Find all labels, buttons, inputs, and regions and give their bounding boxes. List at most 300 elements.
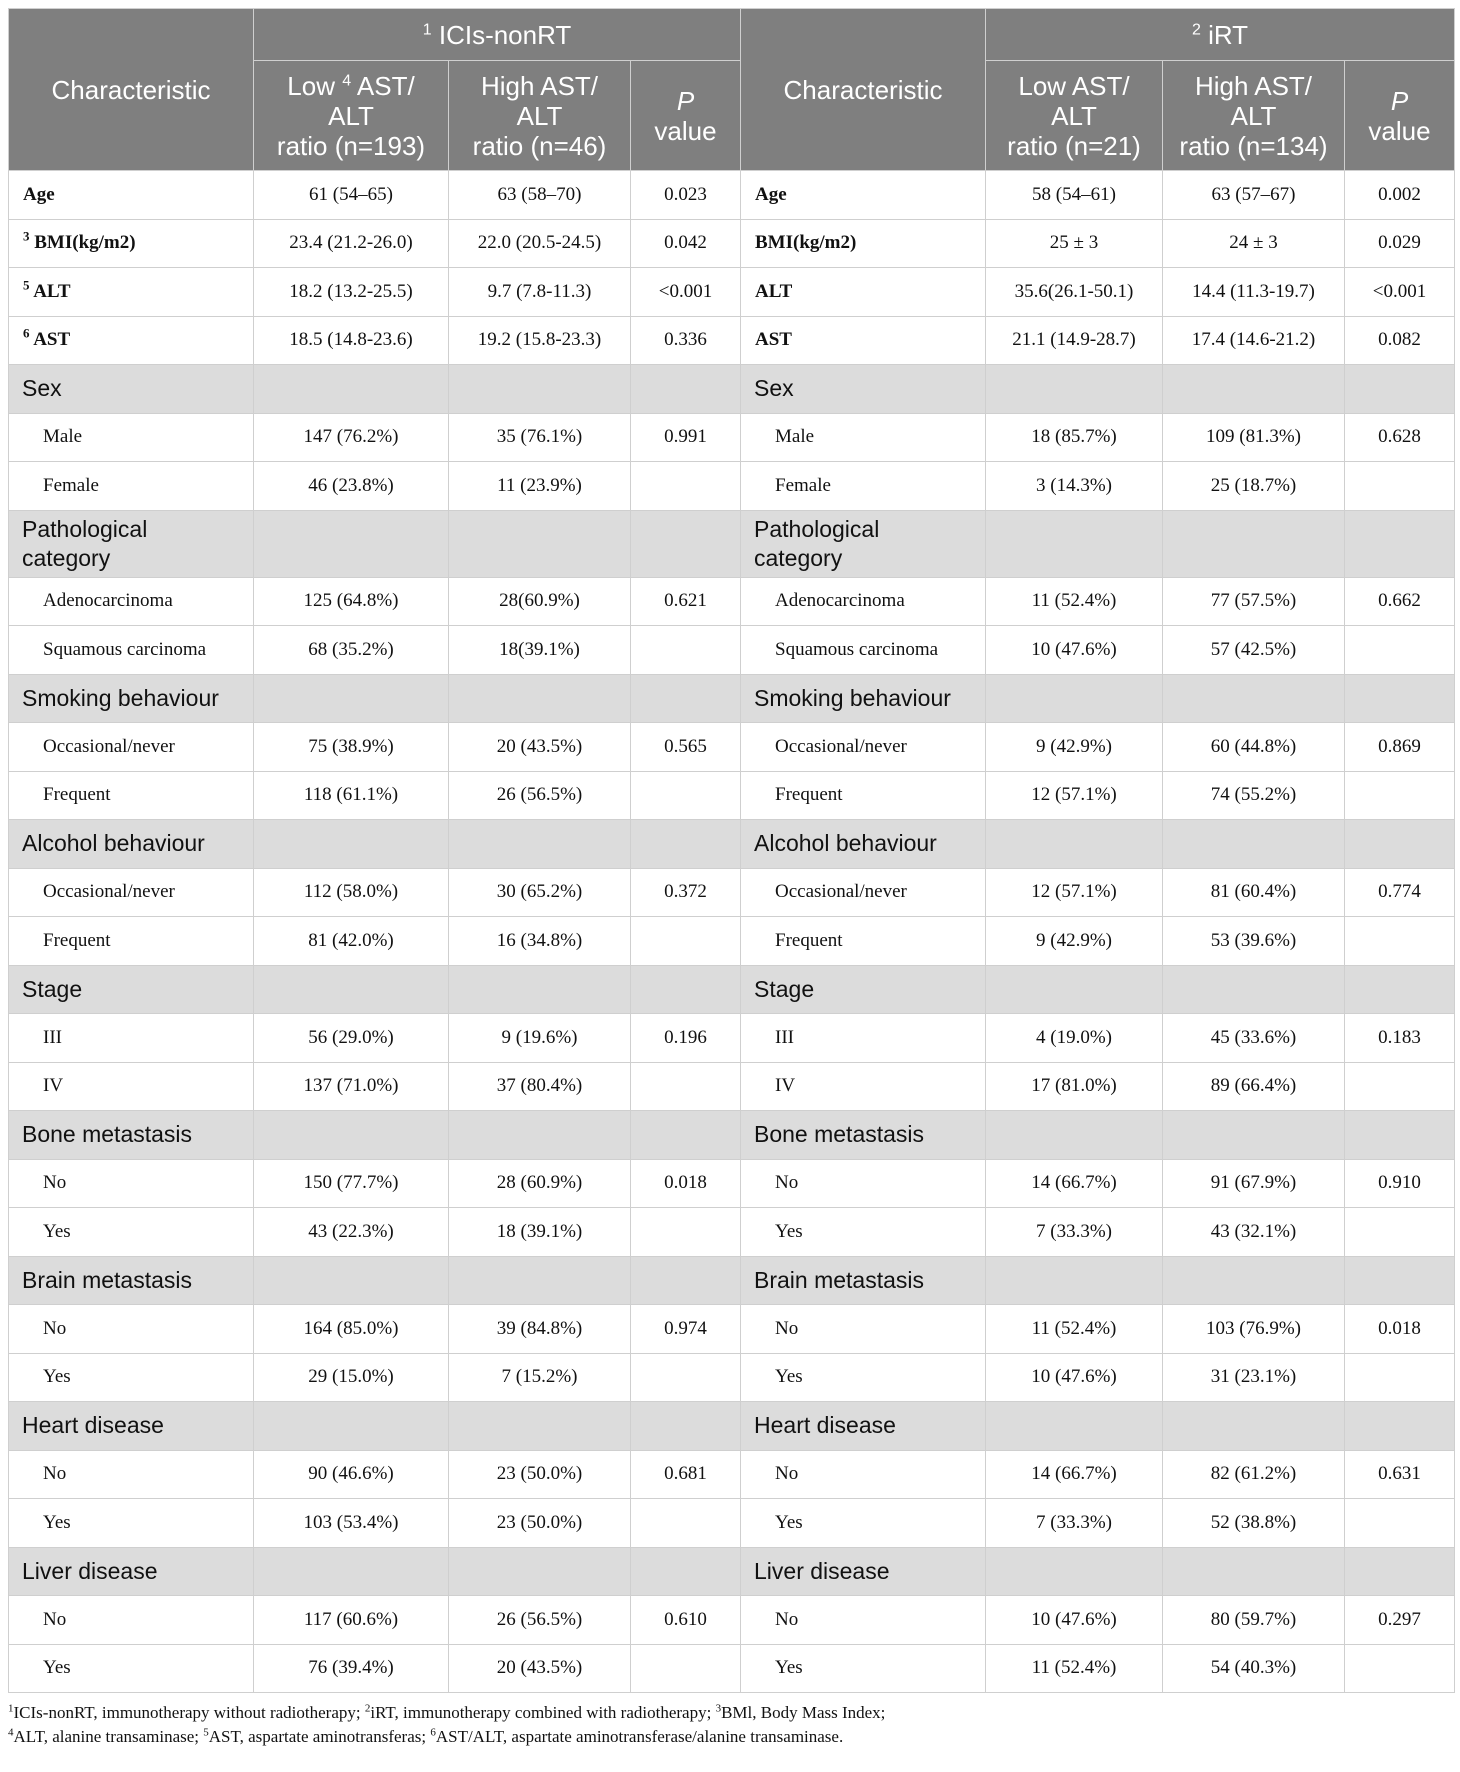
g1-p-cell: 0.042 [631,219,741,268]
g1-low-cell: 81 (42.0%) [254,917,449,966]
empty-cell [986,820,1163,869]
section-title-cell [9,674,254,723]
g2-p-cell: 0.628 [1345,413,1455,462]
table-row [9,868,1455,917]
g1-p-cell [631,1499,741,1548]
empty-cell [449,965,631,1014]
section-title: Smoking behaviour [754,684,951,711]
section-title: Bone metastasis [22,1121,193,1148]
g1-high-cell: 23 (50.0%) [449,1450,631,1499]
g2-low-cell: 35.6(26.1-50.1) [986,268,1163,317]
g1-p-cell [631,1644,741,1693]
empty-cell [631,674,741,723]
footnote-marker: 5 [23,277,30,293]
table-footnote [8,1701,1454,1749]
section-title-cell [741,1111,986,1160]
g1-low-cell: 76 (39.4%) [254,1644,449,1693]
group1-footnote-marker: 1 [422,20,432,38]
section-title-cell [741,365,986,414]
g2-low-cell: 10 (47.6%) [986,1353,1163,1402]
row-label-cell: Yes [741,1644,986,1693]
empty-cell [986,674,1163,723]
empty-cell [254,965,449,1014]
section-header-row [9,820,1455,869]
g2-p-cell: 0.662 [1345,577,1455,626]
section-title-cell [9,365,254,414]
section-title: Brain metastasis [22,1266,193,1293]
empty-cell [1345,1547,1455,1596]
g1-low-cell: 103 (53.4%) [254,1499,449,1548]
g2-high-cell: 82 (61.2%) [1163,1450,1345,1499]
g2-low-cell: 11 (52.4%) [986,577,1163,626]
g1-high-cell: 30 (65.2%) [449,868,631,917]
section-title-cell [741,820,986,869]
row-label-cell: Yes [9,1208,254,1257]
g1-p-cell: 0.610 [631,1596,741,1645]
empty-cell [449,1111,631,1160]
g1-high-header: High AST/ ALT ratio (n=46) [449,61,631,171]
g1-p-cell [631,626,741,675]
group1-title: ICIs-nonRT [438,19,572,50]
row-label-cell: Female [741,462,986,511]
row-label-cell: Yes [741,1499,986,1548]
row-label-cell: No [9,1450,254,1499]
table-row [9,316,1455,365]
empty-cell [631,1111,741,1160]
g1-high-cell: 16 (34.8%) [449,917,631,966]
row-label-cell: Age [741,171,986,220]
section-header-row [9,1402,1455,1451]
characteristic-header-left: Characteristic [9,9,254,171]
row-label-cell: Frequent [9,771,254,820]
g2-p-cell: 0.029 [1345,219,1455,268]
g2-low-cell: 10 (47.6%) [986,1596,1163,1645]
empty-cell [986,365,1163,414]
g2-low-cell: 25 ± 3 [986,219,1163,268]
table-row [9,723,1455,772]
row-label-cell: Occasional/never [9,868,254,917]
g2-low-cell: 18 (85.7%) [986,413,1163,462]
empty-cell [1163,674,1345,723]
g2-p-cell [1345,1499,1455,1548]
footnote-line-2: $^4$ALT, alanine transaminase; $^5$AST, aspartate aminotransferas; $^6$AST/ALT, aspartate aminotransferase/alanine transaminase. [8,1726,844,1746]
row-label: BMI(kg/m2) [34,232,136,254]
g1-low-cell: 164 (85.0%) [254,1305,449,1354]
g2-low-cell: 17 (81.0%) [986,1062,1163,1111]
g1-p-value-header: P value [631,61,741,171]
empty-cell [1163,965,1345,1014]
empty-cell [449,510,631,577]
section-title-cell [741,674,986,723]
row-label: AST [33,329,71,351]
table-row [9,577,1455,626]
g1-high-cell: 26 (56.5%) [449,771,631,820]
row-label-cell: No [9,1305,254,1354]
group-header-icis-nonrt [254,9,741,61]
empty-cell [254,674,449,723]
section-title-cell [9,1547,254,1596]
empty-cell [254,820,449,869]
g2-low-cell: 14 (66.7%) [986,1450,1163,1499]
section-title: Liver disease [22,1557,158,1584]
row-label-cell: No [9,1596,254,1645]
g2-high-cell: 52 (38.8%) [1163,1499,1345,1548]
row-label-cell: No [741,1305,986,1354]
empty-cell [254,1402,449,1451]
section-header-row [9,365,1455,414]
table-row [9,1062,1455,1111]
g1-low-cell: 112 (58.0%) [254,868,449,917]
empty-cell [449,365,631,414]
g2-low-cell: 12 (57.1%) [986,868,1163,917]
row-label-cell: IV [741,1062,986,1111]
empty-cell [1163,1256,1345,1305]
section-header-row [9,510,1455,577]
g2-high-cell: 25 (18.7%) [1163,462,1345,511]
g1-p-cell: 0.974 [631,1305,741,1354]
g1-high-cell: 9 (19.6%) [449,1014,631,1063]
empty-cell [254,365,449,414]
g2-high-cell: 80 (59.7%) [1163,1596,1345,1645]
g1-high-cell: 26 (56.5%) [449,1596,631,1645]
row-label-cell: ALT [741,268,986,317]
g2-p-cell: <0.001 [1345,268,1455,317]
g2-high-header: High AST/ ALT ratio (n=134) [1163,61,1345,171]
g2-p-cell [1345,1208,1455,1257]
table-header [9,9,1455,171]
empty-cell [254,1547,449,1596]
g1-p-cell [631,1208,741,1257]
group2-footnote-marker: 2 [1191,20,1201,38]
g1-low-cell: 90 (46.6%) [254,1450,449,1499]
g2-high-cell: 77 (57.5%) [1163,577,1345,626]
g1-low-cell: 18.2 (13.2-25.5) [254,268,449,317]
g1-high-cell: 22.0 (20.5-24.5) [449,219,631,268]
g2-high-cell: 60 (44.8%) [1163,723,1345,772]
row-label-cell: Squamous carcinoma [741,626,986,675]
g2-low-cell: 11 (52.4%) [986,1305,1163,1354]
section-title: Stage [22,975,83,1002]
table-row [9,1159,1455,1208]
group-header-irt [986,9,1455,61]
empty-cell [254,510,449,577]
g1-p-cell [631,1353,741,1402]
empty-cell [254,1256,449,1305]
g2-high-cell: 43 (32.1%) [1163,1208,1345,1257]
g2-p-cell: 0.183 [1345,1014,1455,1063]
section-title: Heart disease [754,1412,896,1439]
section-header-row [9,1256,1455,1305]
footnote-marker: 3 [23,228,30,244]
g1-low-cell: 117 (60.6%) [254,1596,449,1645]
empty-cell [449,674,631,723]
g1-low-cell: 118 (61.1%) [254,771,449,820]
g2-p-value-header: P value [1345,61,1455,171]
g2-p-cell: 0.774 [1345,868,1455,917]
row-label-cell: Yes [741,1353,986,1402]
row-label-cell: Occasional/never [741,868,986,917]
g2-high-cell: 74 (55.2%) [1163,771,1345,820]
row-label-cell: Squamous carcinoma [9,626,254,675]
empty-cell [986,1111,1163,1160]
table-row [9,1499,1455,1548]
empty-cell [1345,965,1455,1014]
g2-high-cell: 14.4 (11.3-19.7) [1163,268,1345,317]
g1-p-cell: 0.565 [631,723,741,772]
section-title: category [22,544,111,571]
empty-cell [631,1547,741,1596]
table-row [9,1305,1455,1354]
g1-high-cell: 11 (23.9%) [449,462,631,511]
section-title: Alcohol behaviour [22,830,205,857]
footnote-line-1: $^1$ICIs-nonRT, immunotherapy without radiotherapy; $^2$iRT, immunotherapy combined with radiotherapy; $^3$BMl, Body Mass Index; [8,1702,886,1722]
g1-low-cell: 75 (38.9%) [254,723,449,772]
table-row [9,1596,1455,1645]
section-title: Alcohol behaviour [754,830,937,857]
g1-p-cell [631,771,741,820]
g1-p-cell: 0.336 [631,316,741,365]
g2-low-cell: 9 (42.9%) [986,723,1163,772]
g1-low-cell: 46 (23.8%) [254,462,449,511]
row-label-cell: Female [9,462,254,511]
g2-low-cell: 7 (33.3%) [986,1499,1163,1548]
empty-cell [1345,820,1455,869]
row-label-cell: No [741,1596,986,1645]
row-label-cell: Frequent [741,917,986,966]
empty-cell [631,1256,741,1305]
empty-cell [1345,365,1455,414]
g1-high-cell: 23 (50.0%) [449,1499,631,1548]
g1-low-cell: 68 (35.2%) [254,626,449,675]
g1-low-cell: 137 (71.0%) [254,1062,449,1111]
table-body [9,171,1455,1693]
section-title-cell [741,1547,986,1596]
table-row [9,1644,1455,1693]
table-row [9,219,1455,268]
row-label: Age [23,183,55,205]
section-header-row [9,1111,1455,1160]
g1-p-cell [631,1062,741,1111]
section-title: Brain metastasis [754,1266,925,1293]
table-row [9,1208,1455,1257]
empty-cell [631,820,741,869]
section-title: category [754,544,843,571]
g2-low-cell: 21.1 (14.9-28.7) [986,316,1163,365]
g2-high-cell: 63 (57–67) [1163,171,1345,220]
g2-low-cell: 14 (66.7%) [986,1159,1163,1208]
empty-cell [1345,1111,1455,1160]
empty-cell [1163,820,1345,869]
row-label-cell: III [741,1014,986,1063]
empty-cell [254,1111,449,1160]
section-title: Sex [754,375,794,402]
footnote-marker: 6 [23,325,30,341]
section-title-cell [9,510,254,577]
row-label-cell: No [741,1159,986,1208]
empty-cell [1345,1256,1455,1305]
g1-p-cell: <0.001 [631,268,741,317]
g2-low-cell: 12 (57.1%) [986,771,1163,820]
g1-p-cell: 0.991 [631,413,741,462]
empty-cell [1163,1111,1345,1160]
g2-high-cell: 57 (42.5%) [1163,626,1345,675]
row-label-cell: Yes [9,1353,254,1402]
g2-low-cell: 11 (52.4%) [986,1644,1163,1693]
g2-low-cell: 58 (54–61) [986,171,1163,220]
section-title-cell [9,1402,254,1451]
empty-cell [986,1402,1163,1451]
g2-p-cell [1345,1062,1455,1111]
g1-p-cell: 0.023 [631,171,741,220]
g1-p-cell: 0.681 [631,1450,741,1499]
row-label: ALT [33,280,71,302]
row-label-cell: Frequent [9,917,254,966]
table-row [9,462,1455,511]
g2-p-cell [1345,1644,1455,1693]
g2-high-cell: 103 (76.9%) [1163,1305,1345,1354]
g1-low-cell: 150 (77.7%) [254,1159,449,1208]
row-label-cell [9,268,254,317]
g2-high-cell: 109 (81.3%) [1163,413,1345,462]
section-title: Sex [22,375,62,402]
empty-cell [631,365,741,414]
empty-cell [986,965,1163,1014]
section-title-cell [9,820,254,869]
empty-cell [1345,510,1455,577]
g2-low-cell: 10 (47.6%) [986,626,1163,675]
g2-high-cell: 89 (66.4%) [1163,1062,1345,1111]
g2-p-cell: 0.869 [1345,723,1455,772]
table-row [9,1450,1455,1499]
g1-high-cell: 28 (60.9%) [449,1159,631,1208]
g2-p-cell [1345,1353,1455,1402]
g1-low-cell: 29 (15.0%) [254,1353,449,1402]
empty-cell [631,1402,741,1451]
empty-cell [986,1547,1163,1596]
row-label-cell: Yes [9,1644,254,1693]
row-label-cell [9,219,254,268]
row-label-cell: Occasional/never [9,723,254,772]
row-label-cell: Yes [741,1208,986,1257]
g1-high-cell: 37 (80.4%) [449,1062,631,1111]
g1-high-cell: 9.7 (7.8-11.3) [449,268,631,317]
section-title-cell [9,965,254,1014]
section-title: Pathological [754,515,880,542]
g1-high-cell: 18(39.1%) [449,626,631,675]
empty-cell [449,820,631,869]
empty-cell [986,1256,1163,1305]
g1-p-cell: 0.018 [631,1159,741,1208]
section-title-cell [9,1111,254,1160]
section-title-cell [741,510,986,577]
g1-low-cell: 56 (29.0%) [254,1014,449,1063]
g1-high-cell: 20 (43.5%) [449,1644,631,1693]
section-title-cell [741,1402,986,1451]
empty-cell [631,965,741,1014]
g1-high-cell: 63 (58–70) [449,171,631,220]
g1-low-cell: 18.5 (14.8-23.6) [254,316,449,365]
row-label-cell: Male [741,413,986,462]
g2-p-cell: 0.002 [1345,171,1455,220]
row-label-cell: No [9,1159,254,1208]
table-row [9,1353,1455,1402]
empty-cell [1163,1402,1345,1451]
row-label-cell [9,171,254,220]
g2-p-cell [1345,771,1455,820]
row-label-cell: BMI(kg/m2) [741,219,986,268]
g1-high-cell: 20 (43.5%) [449,723,631,772]
empty-cell [1163,365,1345,414]
g1-low-cell: 147 (76.2%) [254,413,449,462]
table-row [9,268,1455,317]
characteristic-header-right: Characteristic [741,9,986,171]
g2-high-cell: 17.4 (14.6-21.2) [1163,316,1345,365]
section-title: Heart disease [22,1412,164,1439]
g2-p-cell [1345,626,1455,675]
row-label-cell: Occasional/never [741,723,986,772]
group2-title: iRT [1208,19,1249,50]
g1-low-cell: 61 (54–65) [254,171,449,220]
g2-high-cell: 91 (67.9%) [1163,1159,1345,1208]
g1-high-cell: 39 (84.8%) [449,1305,631,1354]
g1-low-cell: 125 (64.8%) [254,577,449,626]
empty-cell [449,1402,631,1451]
row-label-cell: IV [9,1062,254,1111]
g1-p-cell [631,917,741,966]
g1-high-cell: 28(60.9%) [449,577,631,626]
g2-high-cell: 45 (33.6%) [1163,1014,1345,1063]
g2-low-cell: 4 (19.0%) [986,1014,1163,1063]
g2-high-cell: 54 (40.3%) [1163,1644,1345,1693]
g2-low-cell: 3 (14.3%) [986,462,1163,511]
section-title: Smoking behaviour [22,684,219,711]
g1-high-cell: 35 (76.1%) [449,413,631,462]
section-header-row [9,674,1455,723]
table-row [9,1014,1455,1063]
g2-high-cell: 24 ± 3 [1163,219,1345,268]
row-label-cell: Male [9,413,254,462]
table-row [9,626,1455,675]
g1-high-cell: 19.2 (15.8-23.3) [449,316,631,365]
row-label-cell: No [741,1450,986,1499]
g2-low-cell: 9 (42.9%) [986,917,1163,966]
empty-cell [1345,674,1455,723]
section-title: Stage [754,975,815,1002]
g1-p-cell [631,462,741,511]
g1-low-cell: 43 (22.3%) [254,1208,449,1257]
section-title: Bone metastasis [754,1121,925,1148]
g2-p-cell: 0.631 [1345,1450,1455,1499]
g2-p-cell: 0.297 [1345,1596,1455,1645]
g2-high-cell: 81 (60.4%) [1163,868,1345,917]
table-row [9,917,1455,966]
empty-cell [449,1547,631,1596]
section-header-row [9,1547,1455,1596]
g2-p-cell: 0.082 [1345,316,1455,365]
g2-high-cell: 31 (23.1%) [1163,1353,1345,1402]
row-label-cell: AST [741,316,986,365]
empty-cell [1163,1547,1345,1596]
row-label-cell: Yes [9,1499,254,1548]
g2-low-header: Low AST/ ALT ratio (n=21) [986,61,1163,171]
section-title: Pathological [22,515,148,542]
section-header-row [9,965,1455,1014]
empty-cell [1163,510,1345,577]
g1-low-cell: 23.4 (21.2-26.0) [254,219,449,268]
section-title-cell [741,1256,986,1305]
table-container [8,8,1454,1749]
g1-p-cell: 0.621 [631,577,741,626]
